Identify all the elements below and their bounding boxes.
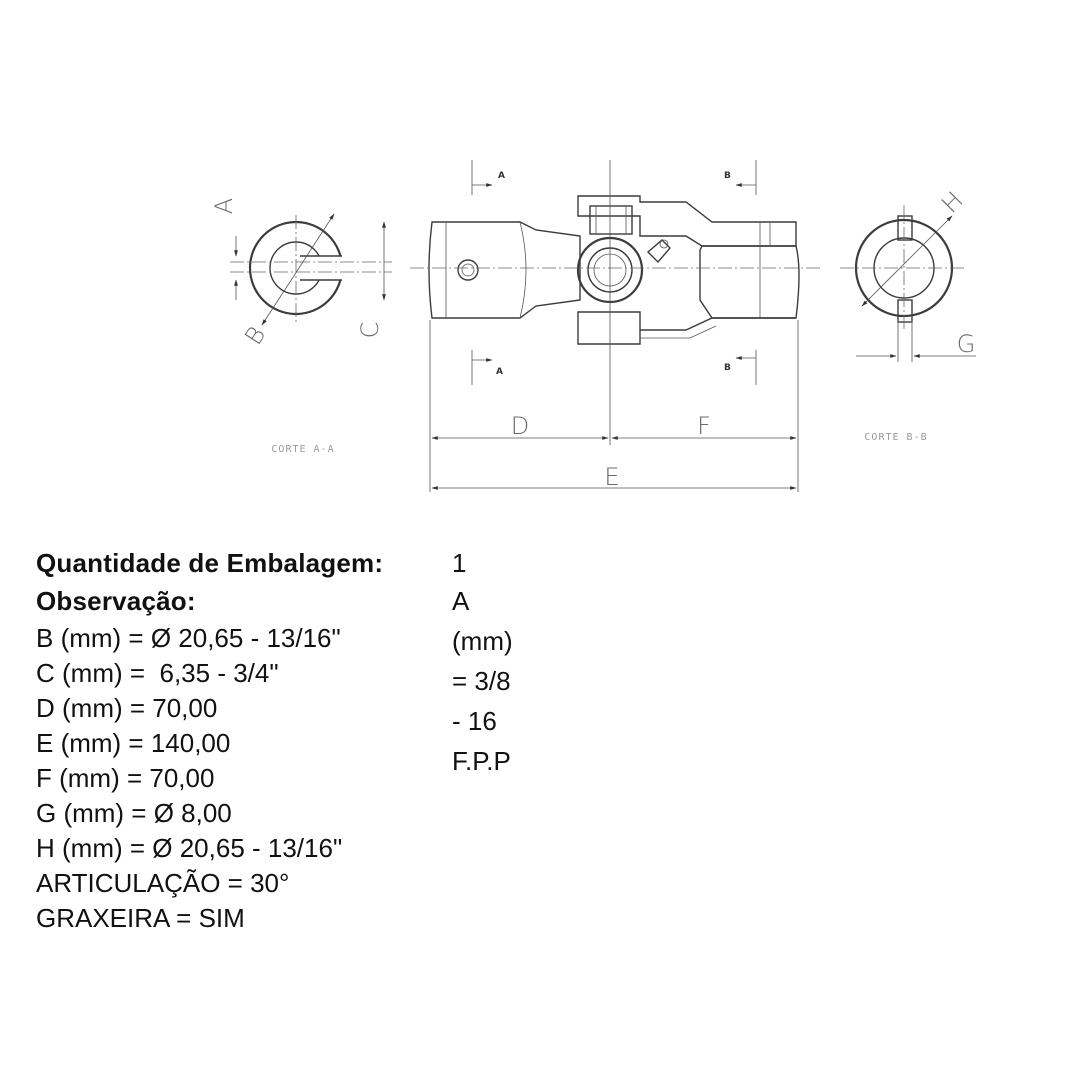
section-label-bb: CORTE B-B [864, 432, 928, 443]
package-quantity-label: Quantidade de Embalagem: [36, 548, 384, 578]
section-view-bb [840, 186, 976, 443]
dim-label-c: C [356, 321, 384, 339]
dim-label-d: D [510, 412, 530, 440]
package-quantity-value: 1 [452, 548, 467, 578]
cut-marker-b-bottom: B [724, 363, 731, 373]
spec-c: C (mm) = 6,35 - 3/4" [36, 658, 279, 688]
spec-f: F (mm) = 70,00 [36, 763, 215, 793]
spec-b: B (mm) = Ø 20,65 - 13/16" [36, 623, 341, 653]
section-label-aa: CORTE A-A [271, 444, 335, 455]
dim-label-f: F [697, 412, 711, 440]
technical-drawing [0, 0, 1080, 520]
joint-side-view [410, 160, 820, 492]
dim-label-h: H [936, 186, 969, 219]
spec-list [36, 546, 513, 936]
cut-marker-a-bottom: A [496, 367, 503, 377]
spec-h: H (mm) = Ø 20,65 - 13/16" [36, 833, 343, 863]
spec-grease-fitting: GRAXEIRA = SIM [36, 903, 245, 933]
package-quantity-row [36, 546, 467, 581]
dim-label-e: E [604, 463, 620, 491]
spec-articulation: ARTICULAÇÃO = 30° [36, 868, 290, 898]
spec-d: D (mm) = 70,00 [36, 693, 218, 723]
spec-g: G (mm) = Ø 8,00 [36, 798, 232, 828]
observation-label: Observação: [36, 586, 196, 616]
spec-a-value: A (mm) = 3/8 - 16 F.P.P [452, 586, 513, 776]
dim-label-b: B [239, 321, 272, 350]
dim-label-a: A [210, 197, 238, 215]
cut-marker-a-top: A [498, 171, 505, 181]
cut-marker-b-top: B [724, 171, 731, 181]
spec-e: E (mm) = 140,00 [36, 728, 231, 758]
section-view-aa [210, 198, 392, 455]
dim-label-g: G [956, 330, 976, 358]
